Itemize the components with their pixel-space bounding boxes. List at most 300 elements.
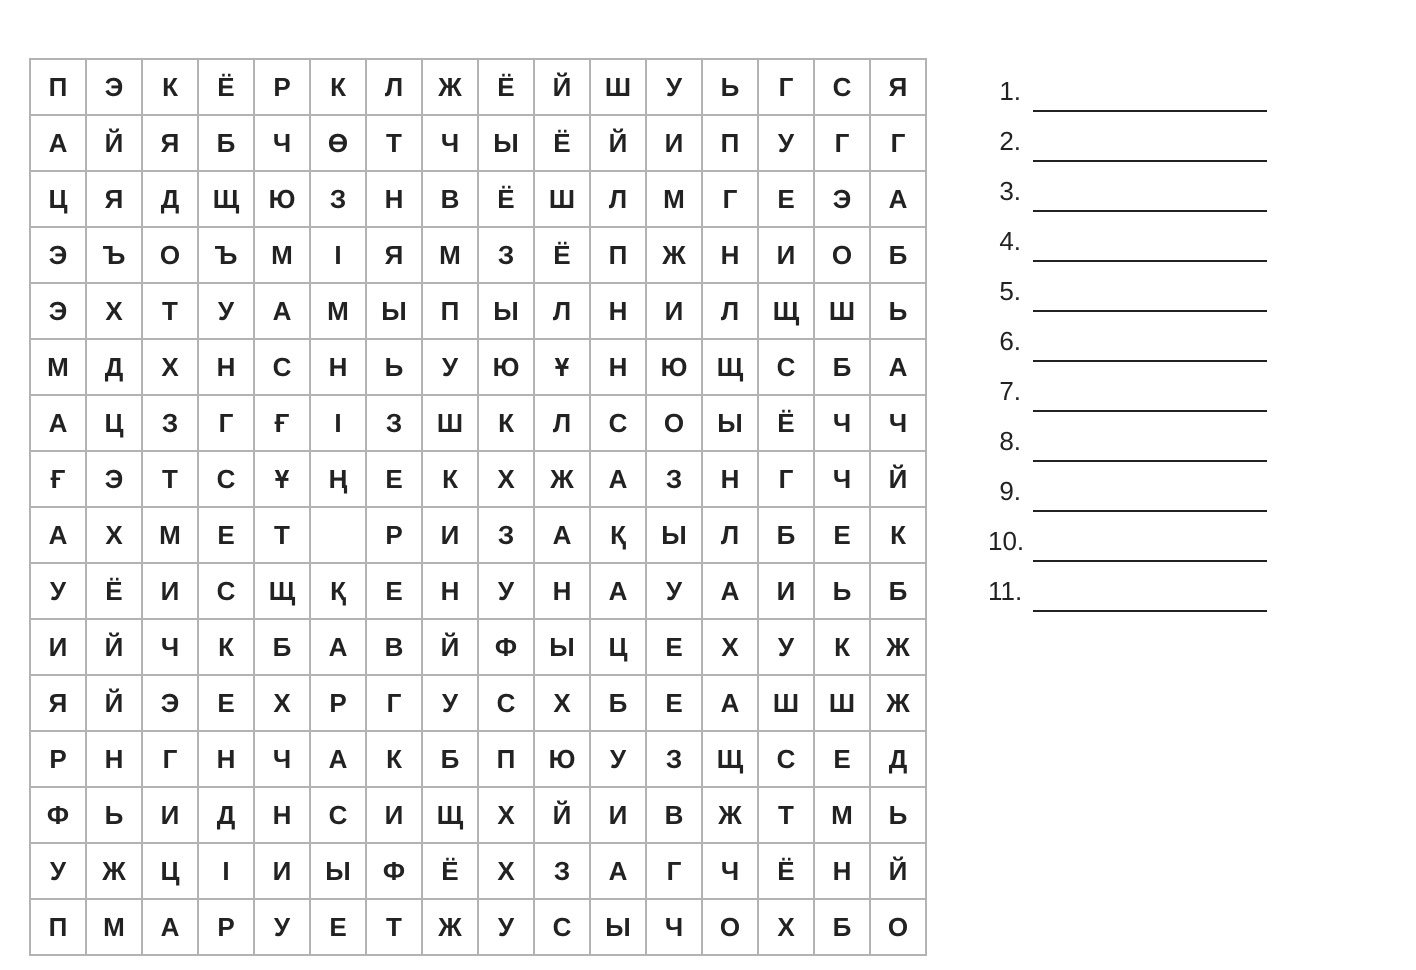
grid-cell[interactable]: Ч — [870, 395, 926, 451]
grid-cell[interactable]: Й — [86, 619, 142, 675]
grid-cell[interactable]: С — [310, 787, 366, 843]
grid-cell[interactable]: Н — [198, 339, 254, 395]
answer-blank-line[interactable] — [1033, 510, 1267, 512]
grid-cell[interactable]: Щ — [254, 563, 310, 619]
grid-cell[interactable]: Ю — [254, 171, 310, 227]
grid-cell[interactable]: Х — [254, 675, 310, 731]
grid-cell[interactable]: Х — [702, 619, 758, 675]
grid-cell[interactable]: Ш — [422, 395, 478, 451]
grid-cell[interactable]: Д — [198, 787, 254, 843]
grid-cell[interactable]: Н — [590, 283, 646, 339]
grid-cell[interactable]: К — [422, 451, 478, 507]
grid-cell[interactable]: Д — [870, 731, 926, 787]
grid-row — [30, 395, 926, 451]
grid-cell[interactable]: Ш — [814, 675, 870, 731]
grid-cell[interactable]: Р — [310, 675, 366, 731]
grid-cell[interactable]: А — [30, 507, 86, 563]
grid-cell[interactable]: Ы — [310, 843, 366, 899]
grid-cell[interactable]: Н — [590, 339, 646, 395]
grid-cell[interactable]: Б — [590, 675, 646, 731]
grid-cell[interactable]: Й — [86, 675, 142, 731]
grid-cell[interactable]: Х — [86, 507, 142, 563]
grid-cell[interactable]: Т — [254, 507, 310, 563]
answer-blank-line[interactable] — [1033, 560, 1267, 562]
grid-cell[interactable]: М — [814, 787, 870, 843]
grid-cell[interactable]: Ң — [310, 451, 366, 507]
grid-cell[interactable]: Ұ — [254, 451, 310, 507]
grid-cell[interactable]: Л — [366, 59, 422, 115]
answer-blank-line[interactable] — [1033, 610, 1267, 612]
answer-blank-line[interactable] — [1033, 460, 1267, 462]
grid-cell[interactable]: Щ — [702, 339, 758, 395]
grid-cell[interactable]: Г — [814, 115, 870, 171]
grid-cell[interactable]: Х — [142, 339, 198, 395]
grid-cell[interactable]: К — [814, 619, 870, 675]
grid-cell[interactable]: Б — [254, 619, 310, 675]
grid-cell[interactable]: Х — [758, 899, 814, 955]
grid-cell[interactable]: К — [310, 59, 366, 115]
grid-cell[interactable]: О — [870, 899, 926, 955]
grid-cell[interactable]: Ы — [478, 283, 534, 339]
grid-cell[interactable]: Э — [30, 227, 86, 283]
grid-cell[interactable]: Ё — [478, 171, 534, 227]
grid-cell[interactable]: Г — [198, 395, 254, 451]
grid-cell[interactable]: Л — [534, 283, 590, 339]
grid-cell[interactable]: Э — [30, 283, 86, 339]
grid-cell[interactable]: Т — [366, 899, 422, 955]
grid-cell[interactable]: О — [702, 899, 758, 955]
grid-cell[interactable]: Х — [478, 843, 534, 899]
grid-cell[interactable]: Ё — [86, 563, 142, 619]
grid-cell[interactable]: Щ — [422, 787, 478, 843]
grid-cell[interactable]: Ч — [646, 899, 702, 955]
grid-cell[interactable]: А — [870, 171, 926, 227]
grid-cell[interactable]: С — [478, 675, 534, 731]
grid-cell[interactable]: А — [310, 731, 366, 787]
grid-cell[interactable]: Н — [814, 843, 870, 899]
grid-cell[interactable]: Н — [366, 171, 422, 227]
grid-cell[interactable]: Б — [422, 731, 478, 787]
grid-cell[interactable]: А — [142, 899, 198, 955]
grid-cell[interactable]: С — [534, 899, 590, 955]
grid-cell[interactable]: П — [30, 59, 86, 115]
grid-cell[interactable]: Ш — [814, 283, 870, 339]
grid-cell[interactable]: С — [198, 451, 254, 507]
grid-row — [30, 675, 926, 731]
grid-cell[interactable]: Л — [702, 507, 758, 563]
grid-cell[interactable]: Ж — [534, 451, 590, 507]
grid-cell[interactable]: Ш — [590, 59, 646, 115]
answer-row — [988, 372, 1267, 422]
grid-cell[interactable]: Ь — [86, 787, 142, 843]
grid-cell[interactable]: Ц — [86, 395, 142, 451]
grid-cell[interactable]: Г — [142, 731, 198, 787]
grid-cell[interactable]: Х — [534, 675, 590, 731]
grid-cell[interactable]: М — [646, 171, 702, 227]
grid-cell[interactable]: М — [30, 339, 86, 395]
grid-row — [30, 227, 926, 283]
grid-cell[interactable]: А — [870, 339, 926, 395]
grid-cell[interactable]: Н — [254, 787, 310, 843]
grid-cell[interactable]: Е — [198, 507, 254, 563]
grid-cell[interactable]: Ы — [366, 283, 422, 339]
grid-cell[interactable]: У — [30, 843, 86, 899]
grid-cell[interactable]: Ө — [310, 115, 366, 171]
grid-cell[interactable]: Ё — [422, 843, 478, 899]
grid-cell[interactable]: Е — [310, 899, 366, 955]
grid-cell[interactable]: Ғ — [30, 451, 86, 507]
answer-number: 2. — [999, 126, 1021, 156]
grid-cell[interactable]: Ф — [478, 619, 534, 675]
grid-cell[interactable]: Й — [534, 787, 590, 843]
grid-cell[interactable]: Ж — [422, 59, 478, 115]
grid-cell[interactable]: Щ — [702, 731, 758, 787]
grid-cell[interactable]: У — [758, 115, 814, 171]
grid-cell[interactable]: Б — [814, 899, 870, 955]
grid-cell[interactable]: Щ — [758, 283, 814, 339]
grid-cell[interactable]: І — [198, 843, 254, 899]
grid-cell[interactable]: Е — [646, 619, 702, 675]
grid-cell[interactable]: Р — [198, 899, 254, 955]
grid-cell[interactable]: Ж — [870, 619, 926, 675]
answer-number: 10. — [988, 526, 1025, 556]
answer-row — [988, 222, 1267, 272]
grid-cell[interactable]: Д — [142, 171, 198, 227]
grid-row — [30, 899, 926, 955]
grid-cell[interactable]: Е — [814, 731, 870, 787]
answer-number: 4. — [999, 226, 1021, 256]
grid-cell[interactable]: Ь — [702, 59, 758, 115]
grid-cell[interactable]: Я — [366, 227, 422, 283]
grid-cell[interactable]: П — [422, 283, 478, 339]
grid-cell[interactable]: Н — [86, 731, 142, 787]
grid-cell[interactable]: И — [758, 227, 814, 283]
grid-cell[interactable]: Ы — [646, 507, 702, 563]
grid-cell[interactable]: Р — [30, 731, 86, 787]
grid-cell[interactable]: И — [590, 787, 646, 843]
answer-row — [988, 122, 1267, 172]
grid-cell[interactable]: П — [702, 115, 758, 171]
grid-cell[interactable]: С — [590, 395, 646, 451]
answer-blank-line[interactable] — [1033, 310, 1267, 312]
grid-cell[interactable]: Э — [86, 59, 142, 115]
grid-cell[interactable]: Р — [254, 59, 310, 115]
grid-cell[interactable]: Л — [534, 395, 590, 451]
grid-cell[interactable]: Ч — [814, 395, 870, 451]
grid-cell[interactable]: Т — [142, 451, 198, 507]
grid-cell[interactable]: Н — [422, 563, 478, 619]
grid-cell[interactable]: Ц — [30, 171, 86, 227]
grid-cell[interactable]: А — [590, 843, 646, 899]
grid-cell[interactable]: Ч — [254, 731, 310, 787]
grid-cell[interactable]: Ю — [646, 339, 702, 395]
grid-cell[interactable]: Р — [366, 507, 422, 563]
grid-cell[interactable]: М — [86, 899, 142, 955]
grid-cell[interactable]: А — [310, 619, 366, 675]
grid-cell[interactable]: И — [30, 619, 86, 675]
grid-cell[interactable]: Й — [590, 115, 646, 171]
grid-row — [30, 451, 926, 507]
grid-cell[interactable]: Ж — [422, 899, 478, 955]
grid-cell[interactable]: Я — [30, 675, 86, 731]
grid-cell[interactable]: Г — [870, 115, 926, 171]
answer-blank-line[interactable] — [1033, 110, 1267, 112]
grid-cell[interactable]: Ъ — [198, 227, 254, 283]
grid-cell[interactable]: А — [590, 451, 646, 507]
grid-cell[interactable]: Ч — [702, 843, 758, 899]
grid-cell[interactable]: Я — [86, 171, 142, 227]
grid-cell[interactable]: З — [646, 451, 702, 507]
answer-number: 1. — [999, 76, 1021, 106]
grid-cell[interactable]: Қ — [590, 507, 646, 563]
grid-cell[interactable]: У — [646, 59, 702, 115]
grid-cell[interactable]: Ъ — [86, 227, 142, 283]
grid-cell[interactable]: Ұ — [534, 339, 590, 395]
grid-cell[interactable]: Э — [86, 451, 142, 507]
grid-cell[interactable]: И — [254, 843, 310, 899]
grid-cell[interactable]: Ц — [590, 619, 646, 675]
grid-cell[interactable]: Ғ — [254, 395, 310, 451]
grid-cell[interactable]: К — [478, 395, 534, 451]
grid-cell[interactable]: И — [142, 563, 198, 619]
grid-cell[interactable]: А — [254, 283, 310, 339]
grid-cell[interactable]: И — [758, 563, 814, 619]
grid-cell[interactable]: П — [30, 899, 86, 955]
grid-row — [30, 619, 926, 675]
grid-cell[interactable]: Ё — [478, 59, 534, 115]
grid-cell[interactable]: Я — [870, 59, 926, 115]
grid-cell[interactable]: Н — [310, 339, 366, 395]
grid-row — [30, 507, 926, 563]
grid-row — [30, 171, 926, 227]
answer-blank-line[interactable] — [1033, 360, 1267, 362]
grid-cell[interactable]: Х — [86, 283, 142, 339]
grid-cell[interactable]: Ч — [814, 451, 870, 507]
grid-cell[interactable]: И — [646, 115, 702, 171]
grid-cell[interactable]: Г — [702, 171, 758, 227]
grid-cell[interactable]: К — [870, 507, 926, 563]
grid-cell[interactable]: Ш — [758, 675, 814, 731]
grid-cell[interactable]: Д — [86, 339, 142, 395]
word-search-grid — [29, 58, 927, 956]
answer-number: 8. — [999, 426, 1021, 456]
grid-row — [30, 59, 926, 115]
grid-cell[interactable]: Г — [366, 675, 422, 731]
grid-cell[interactable]: Х — [478, 451, 534, 507]
grid-cell[interactable]: О — [646, 395, 702, 451]
grid-cell[interactable]: І — [310, 395, 366, 451]
grid-cell[interactable]: У — [758, 619, 814, 675]
grid-cell[interactable]: Т — [366, 115, 422, 171]
answer-number: 6. — [999, 326, 1021, 356]
grid-cell[interactable]: Е — [198, 675, 254, 731]
grid-cell[interactable]: Ы — [478, 115, 534, 171]
grid-cell[interactable]: И — [646, 283, 702, 339]
answer-blank-line[interactable] — [1033, 210, 1267, 212]
grid-cell[interactable]: В — [422, 171, 478, 227]
grid-cell[interactable]: Ж — [702, 787, 758, 843]
grid-cell[interactable]: Е — [366, 451, 422, 507]
grid-cell[interactable]: Б — [198, 115, 254, 171]
grid-cell[interactable]: Ф — [30, 787, 86, 843]
grid-cell[interactable]: Ё — [758, 395, 814, 451]
grid-cell[interactable] — [310, 507, 366, 563]
grid-cell[interactable]: Б — [814, 339, 870, 395]
grid-cell[interactable]: П — [478, 731, 534, 787]
grid-cell[interactable]: Ю — [478, 339, 534, 395]
grid-cell[interactable]: Ш — [534, 171, 590, 227]
grid-cell[interactable]: Н — [534, 563, 590, 619]
grid-cell[interactable]: Я — [142, 115, 198, 171]
grid-cell[interactable]: У — [478, 563, 534, 619]
grid-cell[interactable]: М — [254, 227, 310, 283]
grid-cell[interactable]: У — [30, 563, 86, 619]
grid-cell[interactable]: Ж — [646, 227, 702, 283]
grid-cell[interactable]: М — [142, 507, 198, 563]
grid-cell[interactable]: А — [30, 395, 86, 451]
grid-cell[interactable]: Қ — [310, 563, 366, 619]
grid-cell[interactable]: Ц — [142, 843, 198, 899]
grid-cell[interactable]: Л — [590, 171, 646, 227]
answer-row — [988, 272, 1267, 322]
answer-number: 3. — [999, 176, 1021, 206]
grid-row — [30, 731, 926, 787]
grid-cell[interactable]: З — [646, 731, 702, 787]
grid-cell[interactable]: С — [198, 563, 254, 619]
grid-cell[interactable]: С — [758, 731, 814, 787]
grid-row — [30, 563, 926, 619]
grid-cell[interactable]: С — [758, 339, 814, 395]
grid-cell[interactable]: Ы — [590, 899, 646, 955]
grid-cell[interactable]: И — [422, 507, 478, 563]
grid-cell[interactable]: Ы — [702, 395, 758, 451]
grid-cell[interactable]: Ч — [142, 619, 198, 675]
grid-cell[interactable]: Е — [758, 171, 814, 227]
grid-cell[interactable]: К — [198, 619, 254, 675]
answer-number: 5. — [999, 276, 1021, 306]
grid-cell[interactable]: С — [254, 339, 310, 395]
grid-cell[interactable]: У — [590, 731, 646, 787]
grid-cell[interactable]: Й — [86, 115, 142, 171]
grid-cell[interactable]: Е — [814, 507, 870, 563]
grid-row — [30, 115, 926, 171]
answer-blank-line[interactable] — [1033, 410, 1267, 412]
grid-cell[interactable]: И — [142, 787, 198, 843]
grid-cell[interactable]: Ч — [422, 115, 478, 171]
grid-cell[interactable]: М — [422, 227, 478, 283]
grid-cell[interactable]: Б — [758, 507, 814, 563]
grid-cell[interactable]: З — [478, 507, 534, 563]
grid-cell[interactable]: З — [478, 227, 534, 283]
grid-cell[interactable]: Ж — [870, 675, 926, 731]
grid-cell[interactable]: О — [814, 227, 870, 283]
grid-cell[interactable]: У — [254, 899, 310, 955]
grid-cell[interactable]: Э — [814, 171, 870, 227]
answer-row — [988, 472, 1267, 522]
answer-row — [988, 522, 1267, 572]
answer-row — [988, 172, 1267, 222]
grid-cell[interactable]: А — [30, 115, 86, 171]
grid-cell[interactable]: Н — [702, 451, 758, 507]
grid-cell[interactable]: У — [422, 339, 478, 395]
grid-cell[interactable]: Н — [702, 227, 758, 283]
grid-cell[interactable]: У — [478, 899, 534, 955]
grid-cell[interactable]: Э — [142, 675, 198, 731]
grid-cell[interactable]: Г — [758, 59, 814, 115]
grid-cell[interactable]: Ч — [254, 115, 310, 171]
grid-cell[interactable]: М — [310, 283, 366, 339]
grid-cell[interactable]: В — [366, 619, 422, 675]
grid-cell[interactable]: А — [702, 563, 758, 619]
grid-cell[interactable]: С — [814, 59, 870, 115]
grid-cell[interactable]: З — [310, 171, 366, 227]
grid-cell[interactable]: Ы — [534, 619, 590, 675]
grid-cell[interactable]: Г — [758, 451, 814, 507]
answer-blank-line[interactable] — [1033, 260, 1267, 262]
grid-cell[interactable]: Ь — [814, 563, 870, 619]
grid-cell[interactable]: Й — [870, 843, 926, 899]
answer-row — [988, 72, 1267, 122]
grid-cell[interactable]: Б — [870, 227, 926, 283]
answer-row — [988, 572, 1267, 622]
grid-cell[interactable]: Х — [478, 787, 534, 843]
grid-cell[interactable]: Ь — [366, 339, 422, 395]
grid-cell[interactable]: О — [142, 227, 198, 283]
grid-cell[interactable]: Ё — [198, 59, 254, 115]
grid-cell[interactable]: Ё — [534, 227, 590, 283]
grid-cell[interactable]: Й — [422, 619, 478, 675]
grid-cell[interactable]: Ф — [366, 843, 422, 899]
grid-cell[interactable]: В — [646, 787, 702, 843]
answer-list — [988, 72, 1267, 622]
grid-cell[interactable]: Н — [198, 731, 254, 787]
grid-cell[interactable]: І — [310, 227, 366, 283]
grid-cell[interactable]: З — [366, 395, 422, 451]
grid-cell[interactable]: Е — [366, 563, 422, 619]
grid-cell[interactable]: А — [534, 507, 590, 563]
grid-cell[interactable]: У — [198, 283, 254, 339]
grid-cell[interactable]: Т — [758, 787, 814, 843]
grid-cell[interactable]: Ю — [534, 731, 590, 787]
grid-cell[interactable]: Ё — [534, 115, 590, 171]
grid-cell[interactable]: Г — [646, 843, 702, 899]
grid-cell[interactable]: У — [422, 675, 478, 731]
grid-cell[interactable]: И — [366, 787, 422, 843]
grid-cell[interactable]: А — [590, 563, 646, 619]
answer-row — [988, 422, 1267, 472]
grid-cell[interactable]: Е — [646, 675, 702, 731]
grid-cell[interactable]: А — [702, 675, 758, 731]
grid-cell[interactable]: К — [366, 731, 422, 787]
grid-cell[interactable]: Б — [870, 563, 926, 619]
grid-cell[interactable]: Ё — [758, 843, 814, 899]
grid-cell[interactable]: Й — [870, 451, 926, 507]
grid-cell[interactable]: К — [142, 59, 198, 115]
grid-cell[interactable]: Щ — [198, 171, 254, 227]
grid-cell[interactable]: Т — [142, 283, 198, 339]
grid-cell[interactable]: Ж — [86, 843, 142, 899]
grid-cell[interactable]: Ь — [870, 283, 926, 339]
grid-cell[interactable]: Ь — [870, 787, 926, 843]
grid-cell[interactable]: З — [142, 395, 198, 451]
grid-cell[interactable]: Й — [534, 59, 590, 115]
answer-number: 7. — [999, 376, 1021, 406]
answer-blank-line[interactable] — [1033, 160, 1267, 162]
grid-cell[interactable]: П — [590, 227, 646, 283]
grid-cell[interactable]: Л — [702, 283, 758, 339]
grid-cell[interactable]: З — [534, 843, 590, 899]
grid-cell[interactable]: У — [646, 563, 702, 619]
